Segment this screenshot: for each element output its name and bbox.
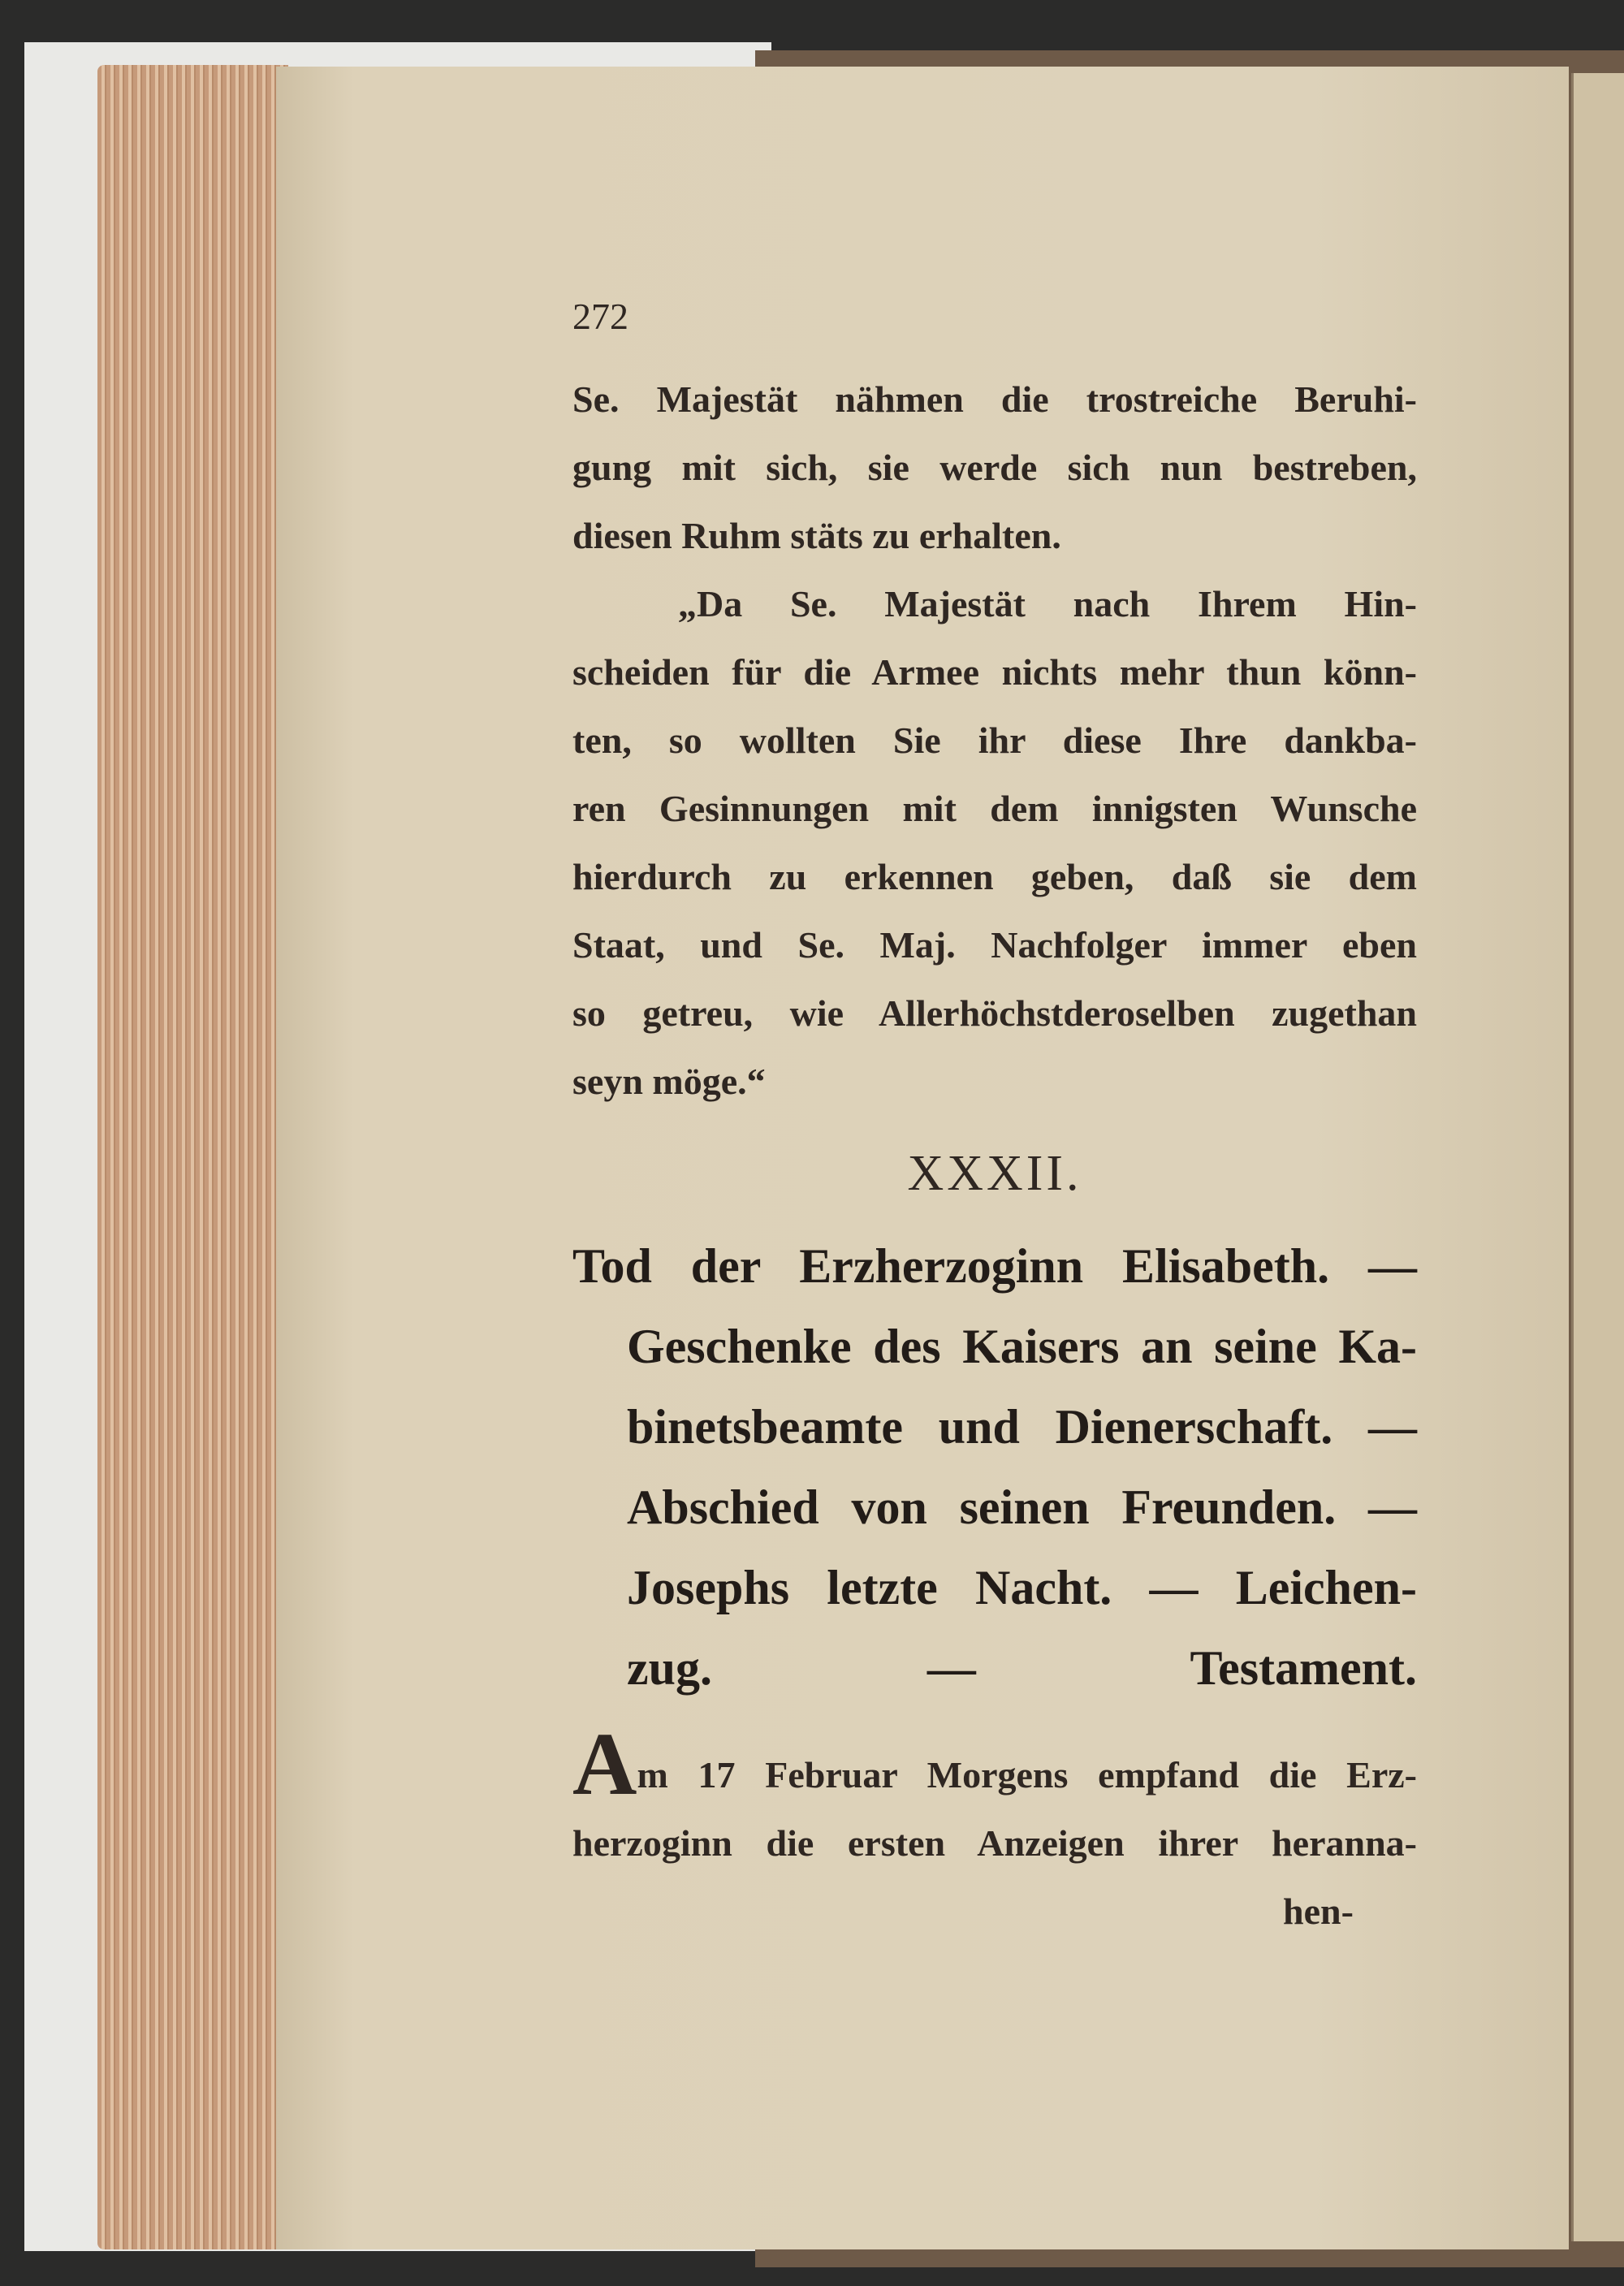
body-first-line [572, 1714, 1417, 1813]
page-number: 272 [572, 296, 628, 337]
chapter-title-line: Josephs letzte Nacht. — Leichen- [627, 1561, 1417, 1614]
text-line: scheiden für die Armee nichts mehr thun könn- [572, 651, 1417, 693]
text-line: gung mit sich, sie werde sich nun bestreben, [572, 447, 1417, 488]
text-line: ren Gesinnungen mit dem innigsten Wunsche [572, 788, 1417, 829]
text-line: seyn möge.“ [572, 1061, 766, 1102]
chapter-title-line: Tod der Erzherzoginn Elisabeth. — [572, 1239, 1417, 1293]
text-line: ten, so wollten Sie ihr diese Ihre dankba- [572, 720, 1417, 761]
text-line: diesen Ruhm stäts zu erhalten. [572, 515, 1061, 556]
chapter-title-line: Abschied von seinen Freunden. — [627, 1480, 1417, 1534]
drop-initial: A [572, 1714, 637, 1813]
chapter-title-line: Geschenke des Kaisers an seine Ka- [627, 1320, 1417, 1373]
catchword: hen- [1283, 1891, 1354, 1932]
text-line: Staat, und Se. Maj. Nachfolger immer eben [572, 924, 1417, 966]
text-line: herzoginn die ersten Anzeigen ihrer heranna- [572, 1822, 1417, 1864]
page-edges [97, 65, 288, 2249]
facing-page-edge [1571, 73, 1624, 2241]
chapter-number: XXXII. [907, 1146, 1082, 1201]
text-line: hierdurch zu erkennen geben, daß sie dem [572, 856, 1417, 897]
text-line: „Da Se. Majestät nach Ihrem Hin- [678, 583, 1417, 624]
text-line: Se. Majestät nähmen die trostreiche Beruhi- [572, 378, 1417, 420]
text-column [572, 284, 1417, 1946]
chapter-title-line: zug. — Testament. [627, 1641, 1417, 1695]
chapter-title-line: binetsbeamte und Dienerschaft. — [627, 1400, 1417, 1454]
text-line: so getreu, wie Allerhöchstderoselben zugethan [572, 992, 1417, 1034]
body-line-text: m 17 Februar Morgens empfand die Erz- [637, 1754, 1417, 1796]
